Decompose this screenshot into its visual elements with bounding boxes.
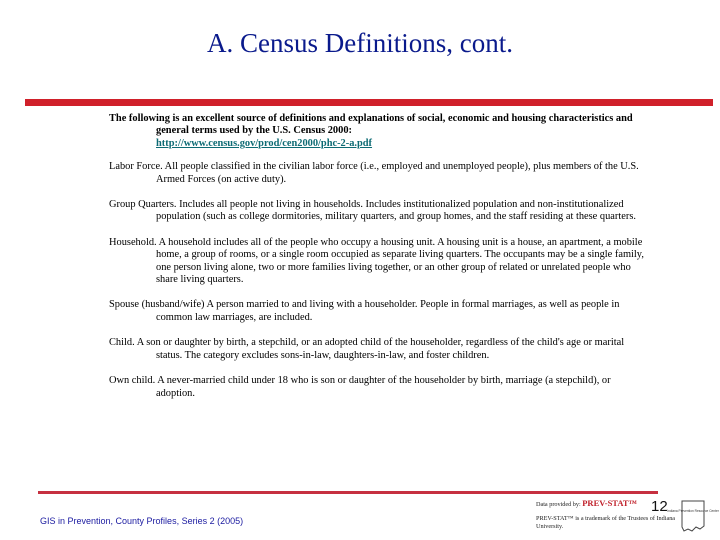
definition-labor-force: Labor Force. All people classified in the civilian labor force (i.e., employed and unemployed people), plus members of the U.S. Armed Forces (on active duty). — [109, 161, 639, 185]
trademark-line: PREV-STAT™ is a trademark of the Trustees of Indiana University. — [536, 515, 676, 530]
credit-brand: PREV-STAT™ — [582, 498, 638, 508]
logo-label: Indiana Prevention Resource Center — [667, 509, 719, 513]
footer-series-text: GIS in Prevention, County Profiles, Series 2 (2005) — [40, 516, 244, 526]
definitions-content — [109, 113, 647, 413]
credit-prefix: Data provided by: — [536, 501, 583, 508]
page-number: 12 — [651, 498, 668, 515]
definition-own-child: Own child. A never-married child under 18 who is son or daughter of the householder by birth, marriage (a stepchild), or adoption. — [109, 375, 611, 399]
definition-group-quarters: Group Quarters. Includes all people not living in households. Includes institutionalized population and non-institutionalized population (such as college dormitories, military quarters, and group homes, and the staff residing at these quarters. — [109, 199, 636, 223]
data-credit — [536, 500, 686, 530]
definition-child: Child. A son or daughter by birth, a stepchild, or an adopted child of the householder, regardless of the child's age or marital status. The category excludes sons-in-law, daughters-in-law, and foster children. — [109, 337, 625, 361]
title-divider — [25, 99, 713, 106]
definition-spouse: Spouse (husband/wife) A person married to and living with a householder. People in formal marriages, as well as people in common law marriages, are included. — [109, 299, 620, 323]
slide-title: A. Census Definitions, cont. — [207, 28, 513, 58]
credit-line — [536, 500, 686, 508]
intro-paragraph — [109, 113, 647, 150]
indiana-logo — [667, 500, 719, 534]
definition-household: Household. A household includes all of the people who occupy a housing unit. A housing unit is a house, an apartment, a mobile home, a group of rooms, or a single room occupied as separate living quarters. The occupants may be a single family, one person living alone, two or more families living together, or an other group of related or unrelated people who share living quarters. — [109, 236, 644, 286]
census-pdf-link[interactable]: http://www.census.gov/prod/cen2000/phc-2-a.pdf — [156, 137, 373, 149]
indiana-state-outline-icon — [682, 501, 704, 531]
footer-divider — [38, 491, 658, 494]
intro-text: The following is an excellent source of definitions and explanations of social, economic and housing characteristics and general terms used by the U.S. Census 2000: — [109, 113, 633, 137]
